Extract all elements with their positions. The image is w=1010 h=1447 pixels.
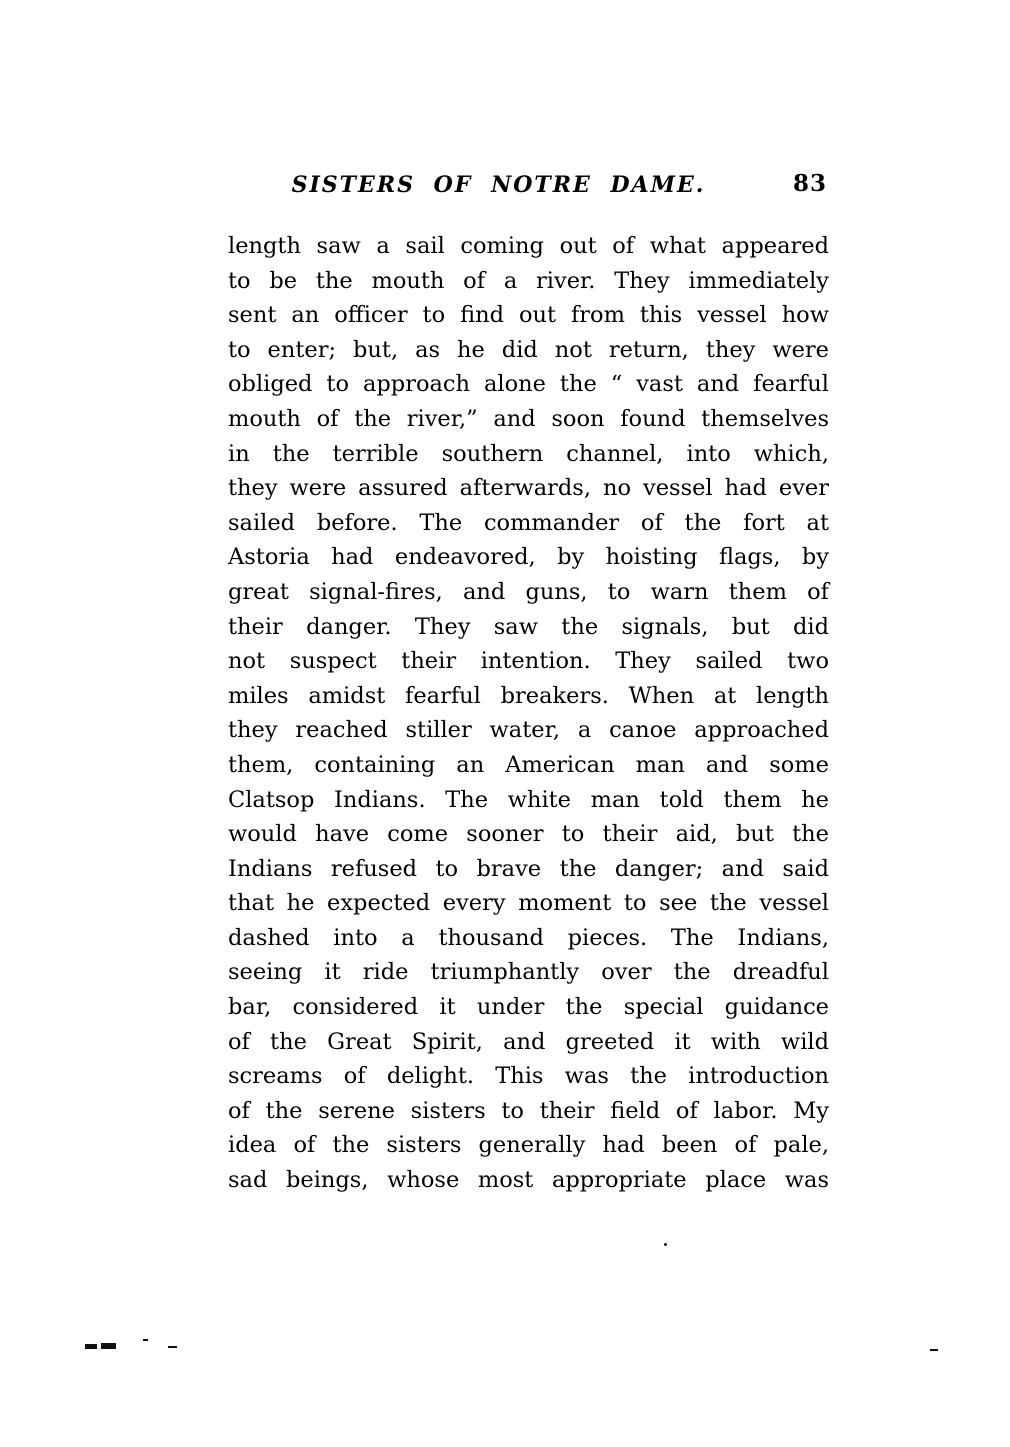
text-line: idea of the sisters generally had been of pale, (228, 1132, 829, 1159)
text-line: would have come sooner to their aid, but the (228, 821, 829, 848)
text-line: their danger. They saw the signals, but did (228, 613, 829, 640)
text-line: to be the mouth of a river. They immediately (228, 267, 829, 294)
text-line: sailed before. The commander of the fort at (228, 509, 829, 536)
text-line: they were assured afterwards, no vessel had ever (228, 475, 829, 502)
text-line: miles amidst fearful breakers. When at length (228, 682, 829, 709)
text-line: sent an officer to find out from this vessel how (228, 302, 829, 329)
body-text-block (228, 229, 829, 1198)
text-line: Clatsop Indians. The white man told them he (228, 786, 829, 813)
page-number: 83 (792, 170, 827, 197)
text-line: Indians refused to brave the danger; and said (228, 855, 829, 882)
scan-artifact (101, 1343, 116, 1349)
text-line: not suspect their intention. They sailed two (228, 648, 829, 675)
text-line: bar, considered it under the special guidance (228, 994, 829, 1021)
scan-artifact (143, 1339, 148, 1341)
scan-artifact (930, 1349, 938, 1351)
text-line: to enter; but, as he did not return, they were (228, 336, 829, 363)
text-line: screams of delight. This was the introduction (228, 1063, 829, 1090)
text-line: of the serene sisters to their field of labor. My (228, 1097, 829, 1124)
text-line: Astoria had endeavored, by hoisting flags, by (228, 544, 829, 571)
text-line: them, containing an American man and some (228, 751, 829, 778)
running-header (228, 172, 829, 204)
running-header-title: SISTERS OF NOTRE DAME. (291, 172, 706, 198)
text-line: length saw a sail coming out of what appeared (228, 233, 829, 259)
text-line: great signal-fires, and guns, to warn them of (228, 578, 829, 605)
text-line: that he expected every moment to see the vessel (228, 890, 829, 917)
scan-artifact (664, 1243, 667, 1246)
text-line: they reached stiller water, a canoe approached (228, 717, 829, 744)
text-line: seeing it ride triumphantly over the dreadful (228, 959, 829, 986)
text-line: of the Great Spirit, and greeted it with wild (228, 1028, 829, 1055)
text-line: dashed into a thousand pieces. The Indians, (228, 924, 829, 951)
scan-artifact (85, 1344, 97, 1349)
scan-artifact (168, 1346, 177, 1348)
text-line: sad beings, whose most appropriate place was (228, 1167, 829, 1194)
text-line: obliged to approach alone the “ vast and fearful (228, 371, 829, 398)
text-line: mouth of the river,” and soon found themselves (228, 405, 829, 432)
text-line: in the terrible southern channel, into which, (228, 440, 829, 467)
